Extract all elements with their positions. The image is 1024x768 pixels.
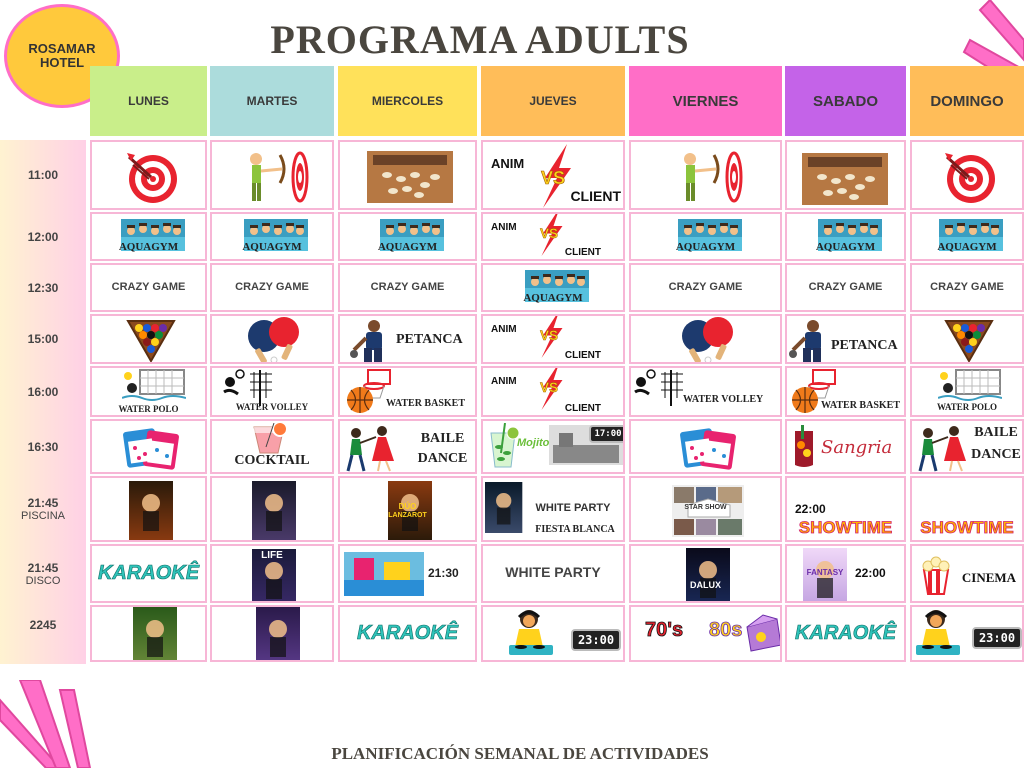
bingo-cards-icon <box>680 428 736 470</box>
water-polo-icon <box>122 368 186 408</box>
seventies-label: 70's <box>645 619 684 641</box>
versus-bolt-icon <box>537 366 567 410</box>
schedule-cell <box>90 419 207 474</box>
schedule-cell <box>338 212 477 261</box>
day-header-saturday: SABADO <box>785 66 906 136</box>
dancers-icon <box>914 425 970 473</box>
schedule-cell <box>910 476 1024 542</box>
schedule-cell <box>338 544 477 603</box>
client-label: CLIENT <box>570 188 621 204</box>
show-poster <box>129 481 173 541</box>
crazy-game-label: CRAZY GAME <box>370 281 445 293</box>
petanca-label: PETANCA <box>831 338 898 353</box>
aquagym-label: AQUAGYM <box>118 241 179 253</box>
schedule-cell <box>90 140 207 210</box>
svg-text:VS: VS <box>541 168 566 188</box>
dj-icon <box>505 607 561 659</box>
schedule-cell <box>481 263 625 312</box>
schedule-cell <box>481 419 625 474</box>
karaoke-label: KARAOKÊ <box>356 621 459 644</box>
dancers-icon <box>342 425 398 473</box>
dalux-label: DALUX <box>690 580 721 590</box>
schedule-cell <box>90 366 207 417</box>
time-label: 16:00 <box>27 384 59 399</box>
dance-label: DANCE <box>971 447 1021 462</box>
time-2200-label: 22:00 <box>795 502 826 516</box>
duo-lanzarot-poster <box>388 481 432 541</box>
schedule-cell <box>629 263 782 312</box>
schedule-cell <box>481 212 625 261</box>
time-label: 12:00 <box>27 229 59 244</box>
pink-burst-decoration-bottom-left <box>0 680 110 768</box>
water-volley-label: WATER VOLLEY <box>683 394 764 405</box>
board-game-photo <box>367 151 453 203</box>
schedule-cell <box>629 419 782 474</box>
dj-icon <box>912 607 968 659</box>
schedule-cell <box>338 476 477 542</box>
schedule-cell <box>210 314 334 364</box>
water-polo-label: WATER POLO <box>936 402 998 412</box>
target-icon <box>941 149 997 205</box>
time-2200-label: 22:00 <box>855 566 886 580</box>
popcorn-icon <box>918 556 954 596</box>
cinema-label: CINEMA <box>961 570 1017 585</box>
versus-bolt-icon <box>537 212 567 256</box>
digital-clock: 23:00 <box>571 629 621 651</box>
archery-icon <box>234 149 314 205</box>
singer-poster <box>256 607 292 657</box>
schedule-cell <box>910 263 1024 312</box>
schedule-cell <box>785 140 906 210</box>
schedule-cell <box>210 476 334 542</box>
star-show-label: STAR SHOW <box>684 504 727 511</box>
crazy-game-label: CRAZY GAME <box>235 281 309 293</box>
schedule-cell <box>481 140 625 210</box>
schedule-cell <box>910 544 1024 603</box>
aquagym-label: AQUAGYM <box>815 241 876 253</box>
day-header-friday: VIERNES <box>629 66 782 136</box>
baile-label: BAILE <box>420 431 465 446</box>
water-polo-label: WATER POLO <box>118 404 179 414</box>
sangria-label: Sangria <box>821 437 893 458</box>
dance-label: DANCE <box>417 451 468 466</box>
schedule-cell <box>629 605 782 662</box>
star-show-collage <box>672 485 744 537</box>
schedule-cell <box>338 140 477 210</box>
schedule-cell <box>90 476 207 542</box>
billiard-icon <box>944 319 994 363</box>
cocktail-label: COCKTAIL <box>234 453 310 468</box>
digital-clock: 23:00 <box>972 627 1022 649</box>
aquagym-label: AQUAGYM <box>377 241 438 253</box>
ping-pong-icon <box>244 316 304 364</box>
aquagym-label: AQUAGYM <box>242 241 302 253</box>
schedule-cell <box>210 263 334 312</box>
svg-text:VS: VS <box>540 226 559 241</box>
client-label: CLIENT <box>564 403 601 414</box>
schedule-cell <box>785 212 906 261</box>
lanzarot-label: LANZAROT <box>388 512 427 519</box>
schedule-cell <box>629 476 782 542</box>
schedule-cell <box>785 366 906 417</box>
schedule-cell <box>629 366 782 417</box>
board-game-photo <box>802 153 894 201</box>
schedule-cell <box>481 605 625 662</box>
schedule-cell <box>629 140 782 210</box>
life-label: LIFE <box>261 550 283 561</box>
footer-caption: PLANIFICACIÓN SEMANAL DE ACTIVIDADES <box>331 744 709 763</box>
petanca-icon <box>789 318 833 364</box>
crazy-game-label: CRAZY GAME <box>808 281 883 293</box>
schedule-cell <box>785 314 906 364</box>
target-icon <box>123 149 179 205</box>
showtime-label: SHOWTIME <box>920 518 1014 537</box>
schedule-cell <box>90 212 207 261</box>
petanca-icon <box>350 318 394 364</box>
billiard-icon <box>126 319 176 363</box>
schedule-cell <box>338 419 477 474</box>
showtime-label: SHOWTIME <box>798 518 893 537</box>
schedule-cell <box>210 605 334 662</box>
time-label: 21:45 DISCO <box>25 560 61 587</box>
schedule-cell <box>629 544 782 603</box>
anim-label: ANIM <box>491 156 525 171</box>
time-2130-label: 21:30 <box>428 566 459 580</box>
schedule-cell <box>629 212 782 261</box>
bingo-cards-icon <box>123 428 179 470</box>
schedule-cell <box>210 544 334 603</box>
water-basket-label: WATER BASKET <box>821 400 901 411</box>
anim-label: ANIM <box>491 376 517 387</box>
schedule-cell <box>910 419 1024 474</box>
schedule-cell <box>481 366 625 417</box>
crazy-game-label: CRAZY GAME <box>930 281 1004 293</box>
archery-icon <box>668 149 748 205</box>
water-volley-icon <box>631 368 687 408</box>
water-volley-label: WATER VOLLEY <box>235 402 309 412</box>
anim-label: ANIM <box>491 324 517 335</box>
aquagym-label: AQUAGYM <box>937 241 997 253</box>
schedule-cell <box>629 314 782 364</box>
white-party-label: WHITE PARTY <box>535 502 611 514</box>
fiesta-blanca-label: FIESTA BLANCA <box>535 524 615 535</box>
time-label: 15:00 <box>27 332 59 346</box>
mojito-label: Mojito <box>517 437 550 449</box>
svg-text:VS: VS <box>540 380 559 395</box>
jungle-poster <box>133 607 169 657</box>
aquagym-label: AQUAGYM <box>675 241 736 253</box>
eighties-label: 80s <box>709 619 743 641</box>
aquagym-label: AQUAGYM <box>523 292 583 304</box>
schedule-cell <box>338 605 477 662</box>
time-label: 16:30 <box>27 439 59 454</box>
page-title: PROGRAMA ADULTS <box>270 17 690 62</box>
day-header-tuesday: MARTES <box>210 66 334 136</box>
schedule-cell <box>910 605 1024 662</box>
schedule-cell <box>481 314 625 364</box>
digital-clock: 17:00 <box>589 425 625 443</box>
versus-bolt-icon <box>537 314 567 358</box>
retro-box-icon <box>739 613 782 653</box>
time-label: 2245 <box>29 618 57 632</box>
schedule-cell <box>785 544 906 603</box>
schedule-cell <box>785 263 906 312</box>
schedule-cell <box>910 366 1024 417</box>
client-label: CLIENT <box>564 350 601 361</box>
svg-text:VS: VS <box>540 328 559 343</box>
baile-label: BAILE <box>974 425 1018 440</box>
schedule-cell <box>90 544 207 603</box>
day-header-monday: LUNES <box>90 66 207 136</box>
day-header-sunday: DOMINGO <box>910 66 1024 136</box>
duo-label: DÚO <box>398 502 417 511</box>
time-label: 12:30 <box>27 280 59 295</box>
white-party-label: WHITE PARTY <box>505 564 601 580</box>
dalux-poster <box>686 548 730 604</box>
schedule-cell <box>910 314 1024 364</box>
schedule-cell <box>785 476 906 542</box>
day-header-thursday: JUEVES <box>481 66 625 136</box>
karaoke-label: KARAOKÊ <box>97 561 200 584</box>
pool-party-photo <box>344 552 424 596</box>
show-poster <box>252 481 296 541</box>
schedule-cell <box>210 419 334 474</box>
schedule-cell <box>785 605 906 662</box>
schedule-cell <box>90 314 207 364</box>
ping-pong-icon <box>678 316 738 364</box>
schedule-cell <box>785 419 906 474</box>
time-label: 11:00 <box>27 168 59 182</box>
basketball-icon <box>344 368 392 414</box>
day-header-wednesday: MIERCOLES <box>338 66 477 136</box>
schedule-cell <box>90 263 207 312</box>
client-label: CLIENT <box>564 247 601 258</box>
schedule-cell <box>481 544 625 603</box>
karaoke-label: KARAOKÊ <box>794 621 897 644</box>
water-basket-label: WATER BASKET <box>386 398 466 409</box>
anim-label: ANIM <box>491 222 517 233</box>
schedule-cell <box>910 212 1024 261</box>
fantasy-label: FANTASY <box>806 568 844 577</box>
sangria-icon <box>789 425 819 469</box>
schedule-cell <box>210 212 334 261</box>
schedule-cell <box>338 263 477 312</box>
schedule-cell <box>338 366 477 417</box>
schedule-cell <box>210 366 334 417</box>
schedule-cell <box>90 605 207 662</box>
schedule-cell <box>338 314 477 364</box>
crazy-game-label: CRAZY GAME <box>668 281 743 293</box>
crazy-game-label: CRAZY GAME <box>111 281 186 293</box>
white-party-poster <box>485 482 522 533</box>
hotel-name: ROSAMAR HOTEL <box>28 41 96 70</box>
schedule-cell <box>910 140 1024 210</box>
petanca-label: PETANCA <box>396 332 463 347</box>
schedule-cell <box>481 476 625 542</box>
schedule-cell <box>210 140 334 210</box>
time-label: 21:45 PISCINA <box>20 496 65 522</box>
